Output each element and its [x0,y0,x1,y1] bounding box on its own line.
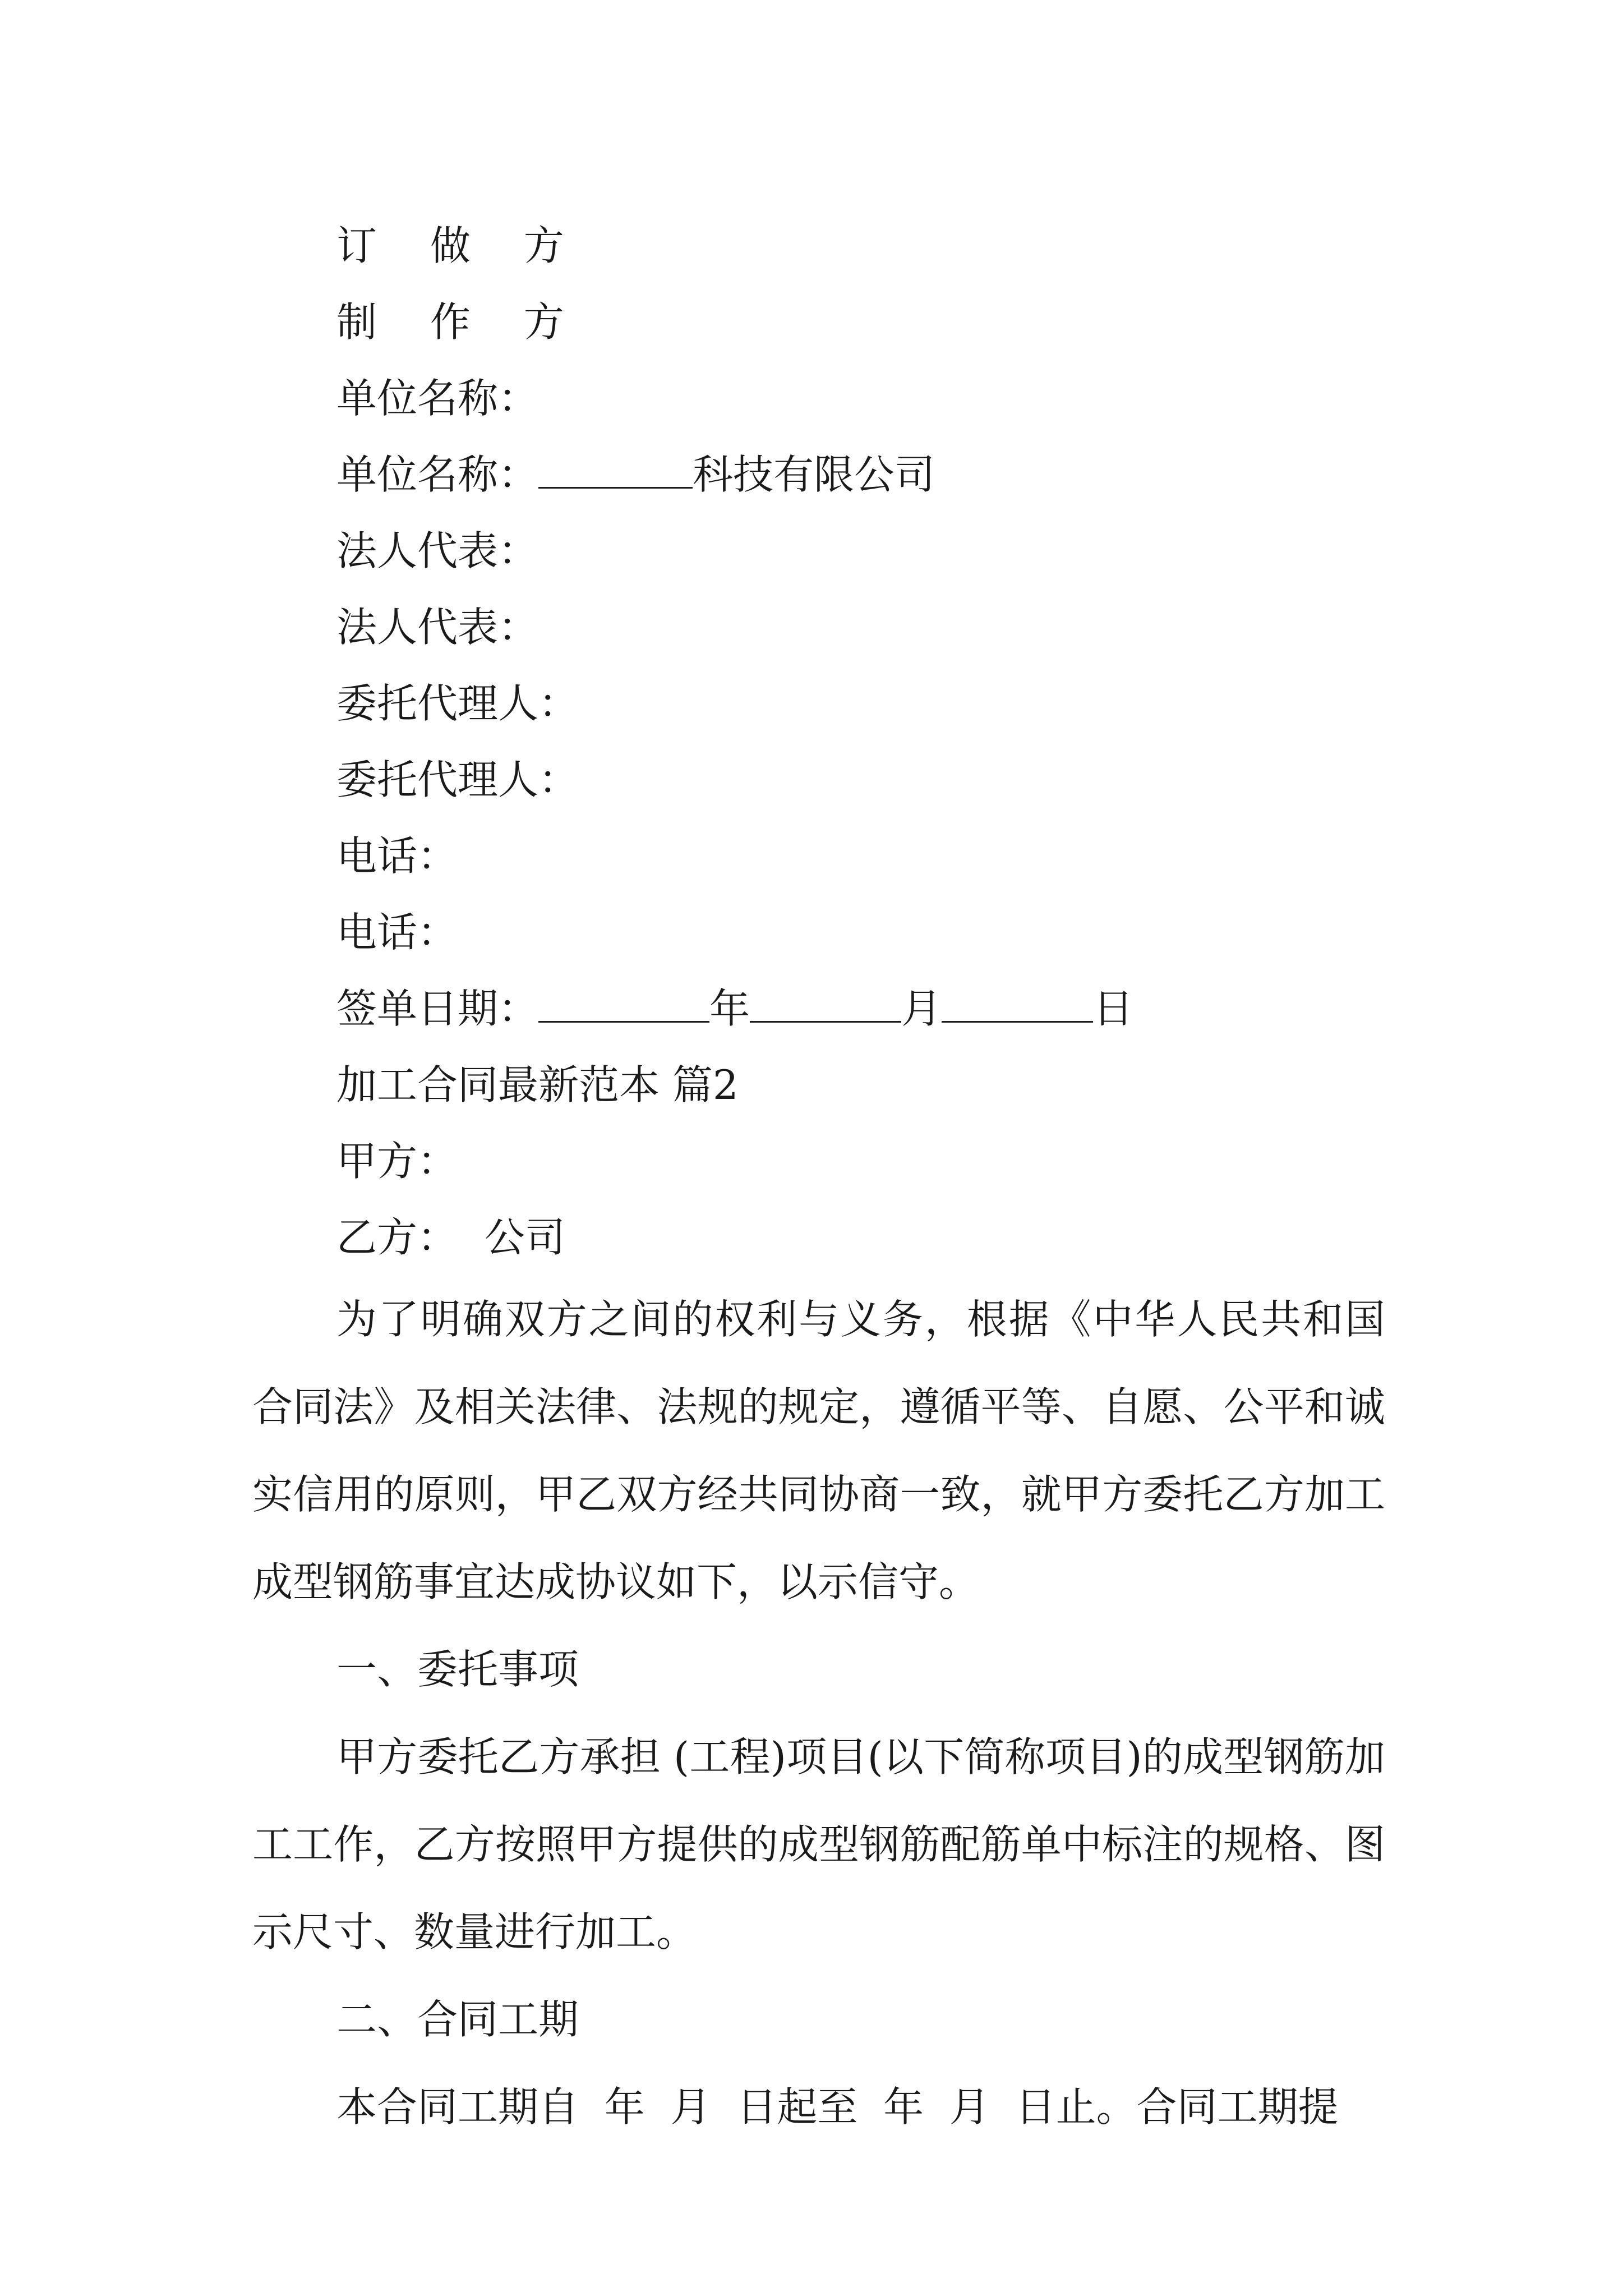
clause-contract-period: 本合同工期自 年 月 日起至 年 月 日止。合同工期提 [336,2083,1339,2131]
unit-name-suffix: 科技有限公司 [693,451,935,498]
sign-date-line [252,970,1385,1047]
unit-name-blank [538,448,693,489]
party-b-line [252,1199,1385,1276]
sign-date-label: 签单日期： [336,985,539,1032]
agent-line-1: 委托代理人： [336,680,579,727]
unit-name-line-1: 单位名称： [336,375,539,422]
clause-entrusted-matters: 甲方委托乙方承担 (工程)项目(以下简称项目)的成型钢筋加工工作，乙方按照甲方提供的成型钢筋配筋单中标注的规格、图示尺寸、数量进行加工。 [252,1733,1385,1955]
month-char: 月 [901,985,942,1032]
month-blank [750,982,901,1023]
year-blank [538,982,709,1023]
party-a-line: 甲方： [336,1138,458,1185]
agent-line-2: 委托代理人： [336,756,579,803]
party-b-value: 公司 [485,1214,566,1261]
document-content [252,208,1385,2151]
client-label: 订 做 方 [336,222,584,269]
day-char: 日 [1093,985,1134,1032]
heading-contract-period: 二、合同工期 [336,1996,579,2043]
unit-name-label: 单位名称： [336,451,539,498]
legal-rep-line-2: 法人代表： [336,604,539,651]
intro-paragraph: 为了明确双方之间的权利与义务，根据《中华人民共和国合同法》及相关法律、法规的规定，遵循平等、自愿、公平和诚实信用的原则，甲乙双方经共同协商一致，就甲方委托乙方加工成型钢筋事宜达成协议如下，以示信守。 [252,1296,1385,1605]
section-title: 加工合同最新范本 篇2 [336,1061,739,1108]
phone-line-2: 电话： [336,909,458,956]
heading-entrusted-matters: 一、委托事项 [336,1646,579,1693]
year-char: 年 [709,985,750,1032]
day-blank [942,982,1093,1023]
unit-name-line-2 [252,436,1385,513]
maker-label: 制 作 方 [336,298,584,346]
phone-line-1: 电话： [336,832,458,880]
party-b-label: 乙方： [336,1214,458,1261]
legal-rep-line-1: 法人代表： [336,527,539,574]
